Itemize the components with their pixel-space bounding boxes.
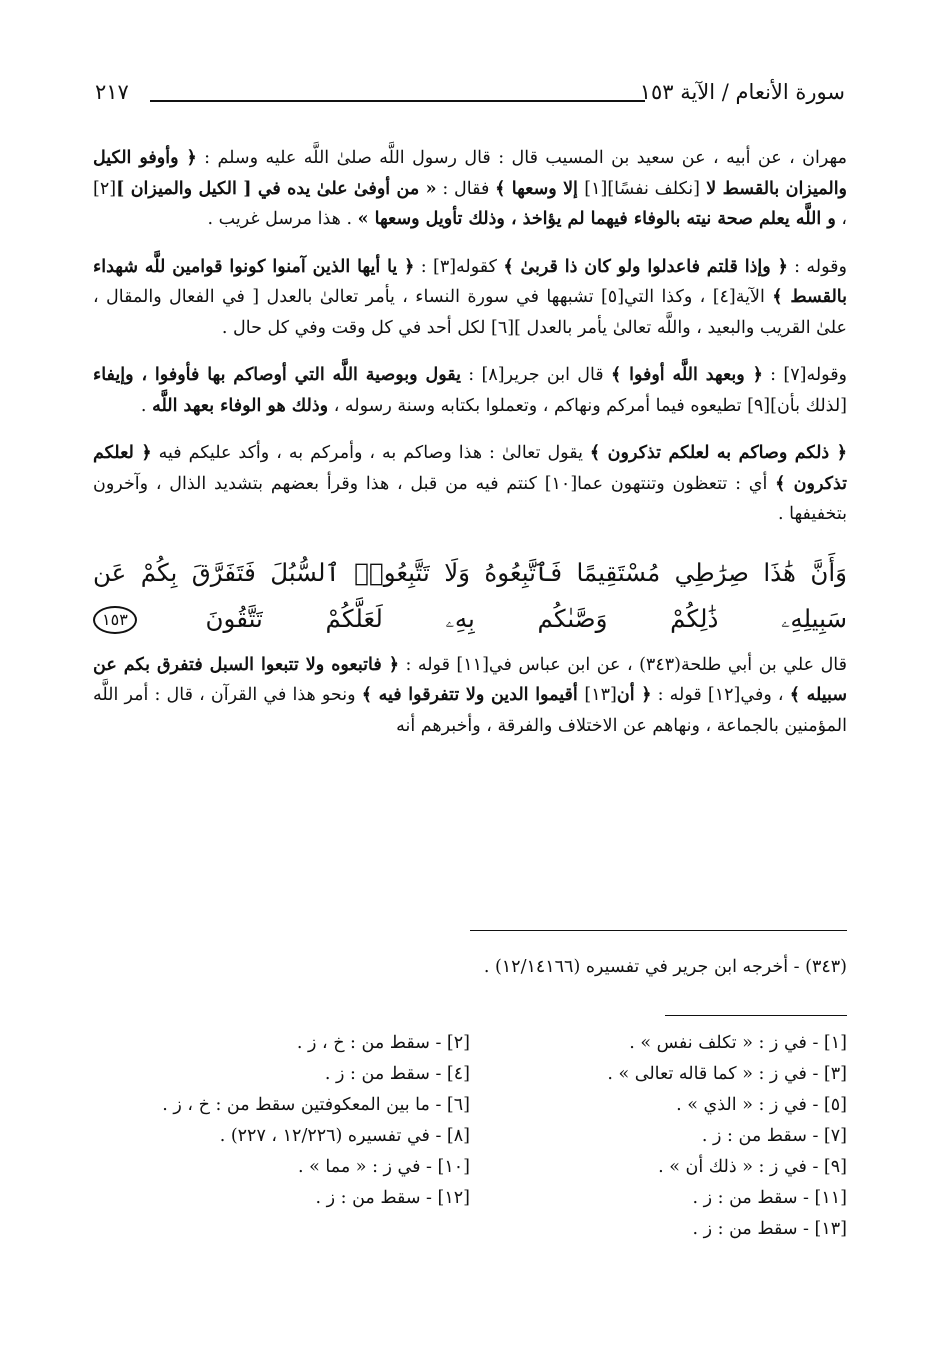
footnote-item: [١٠] - في ز : « مما » .: [298, 1157, 470, 1177]
text-run: [١٣]: [584, 685, 617, 705]
text-run: [١٢]: [707, 685, 741, 705]
bold-text-run: و اللَّه يعلم صحة نيته بالوفاء فيهما لم يؤاخذ ، وذلك تأويل وسعها »: [357, 209, 836, 229]
text-run: :: [460, 365, 482, 385]
text-run: وقوله :: [787, 256, 847, 277]
text-run: [٨]: [481, 365, 505, 385]
text-run: فقال :: [436, 178, 496, 199]
bold-text-run: ﴿ وأوفو الكيل والميزان بالقسط لا: [93, 148, 848, 199]
verse-number: ١٥٣: [93, 606, 137, 634]
text-run: يقول تعالىٰ : هذا وصاكم به ، وأمركم به ، وأكد عليكم فيه: [151, 443, 590, 463]
bold-text-run: إلا وسعها ﴾: [495, 178, 585, 199]
footnote-item: [٣] - في ز : « كما قاله تعالى » .: [607, 1064, 847, 1084]
text-run: [نكلف نفسًا]: [607, 178, 700, 199]
footnote-rule-short: [665, 1015, 847, 1016]
running-title: سورة الأنعام / الآية ١٥٣: [639, 80, 845, 104]
footnotes-left-column: [93, 1028, 470, 1245]
footnote-item: [١] - في ز : « تكلف نفس » .: [629, 1033, 847, 1053]
bold-text-run: ﴿ فاتبعوه ولا تتبعوا السبل فتفرق بكم عن سبيله ﴾: [93, 654, 848, 705]
paragraph-2: [93, 252, 847, 344]
paragraph-4: [93, 438, 847, 530]
text-run: كنتم فيه من قبل ، هذا وقرأ بعضهم بتشديد الذال ، وآخرون بتخفيفها .: [93, 473, 847, 524]
footnote-item: [٨] - في تفسيره (١٢/٢٢٦ ، ٢٢٧) .: [219, 1126, 470, 1146]
footnote-item: [٤] - سقط من : ز .: [324, 1064, 470, 1084]
text-run: تشبهها في سورة النساء ، يأمر تعالىٰ بالعدل [ في الفعال والمقال ، علىٰ القريب والبعيد ، واللَّه تعالىٰ يأمر بالعدل ]: [93, 287, 847, 338]
text-run: قوله :: [398, 654, 457, 675]
text-run: :: [414, 256, 433, 277]
text-run: [لذلك بأن]: [770, 395, 847, 416]
footnote-item: [١٢] - سقط من : ز .: [315, 1188, 470, 1208]
bold-text-run: ﴿ وبعهد اللَّه أوفوا ﴾: [610, 365, 763, 385]
bold-text-run: ﴿ وإذا قلتم فاعدلوا ولو كان ذا قربىٰ ﴾: [503, 256, 788, 277]
bold-text-run: « من أوفىٰ علىٰ يده في [ الكيل والميزان ]: [116, 178, 437, 199]
footnote-item: [٥] - في ز : « الذي » .: [676, 1095, 847, 1115]
header-rule: [150, 100, 645, 102]
verse-line-2: [93, 596, 847, 642]
text-run: ، عن ابن عباس في: [488, 654, 640, 675]
bold-text-run: ﴿ أن: [616, 685, 652, 705]
text-run: أي : تتعظون وتنتهون عما: [577, 473, 776, 494]
text-run: [٥]: [600, 287, 625, 307]
text-run: [٧]: [783, 365, 807, 385]
verse-line-2-text: سَبِيلِهِۦ ذَٰلِكُمْ وَصَّىٰكُم بِهِۦ لَعَلَّكُمْ تَتَّقُونَ: [205, 603, 847, 633]
text-run: [١١]: [456, 654, 489, 675]
footnotes: [93, 1028, 847, 1245]
text-run: ، وفي: [740, 685, 790, 705]
text-run: .: [140, 395, 153, 416]
bold-text-run: أقيموا الدين ولا تتفرقوا فيه ﴾: [361, 685, 585, 705]
footnote-rule: [470, 930, 847, 931]
footnote-343: (٣٤٣) - أخرجه ابن جرير في تفسيره (١٢/١٤١٦٦) .: [483, 957, 847, 977]
text-run: مهران ، عن أبيه ، عن سعيد بن المسيب قال : قال رسول اللَّه صلىٰ اللَّه عليه وسلم :: [196, 148, 847, 168]
text-run: لكل أحد في كل وقت وفي كل حال .: [221, 317, 492, 338]
text-run: . هذا مرسل غريب .: [207, 209, 358, 229]
text-run: ، وكذا التي: [624, 287, 713, 307]
footnote-item: [٦] - ما بين المعكوفتين سقط من : خ ، ز .: [162, 1095, 470, 1115]
bold-text-run: ﴿ يا أيها الذين آمنوا كونوا قوامين للَّه شهداء بالقسط ﴾: [93, 256, 847, 307]
text-run: [٣]: [432, 256, 457, 277]
text-run: الآية: [735, 287, 773, 307]
quran-verse: [93, 550, 847, 642]
paragraph-5: [93, 650, 847, 742]
bold-text-run: ﴿ ذلكم وصاكم به لعلكم تذكرون ﴾: [589, 443, 847, 463]
footnote-item: [٧] - سقط من : ز .: [701, 1126, 847, 1146]
bold-text-run: وذلك هو الوفاء بعهد اللَّه: [152, 395, 329, 416]
bold-text-run: يقول وبوصية اللَّه التي أوصاكم بها فأوفوا ، وإيفاء: [93, 365, 461, 385]
text-run: قوله :: [651, 685, 708, 705]
footnote-item: [١١] - سقط من : ز .: [692, 1188, 847, 1208]
text-run: ونحو هذا في القرآن ، قال : أمر اللَّه المؤمنين بالجماعة ، ونهاهم عن الاختلاف والفرقة ، وأخبرهم أنه: [93, 685, 847, 736]
text-run: [١٠]: [544, 473, 578, 494]
bold-text-run: ﴿ لعلكم تذكرون ﴾: [93, 443, 848, 494]
text-run: [٦]: [491, 317, 515, 338]
text-run: [٤]: [712, 287, 736, 307]
paragraph-1: [93, 143, 847, 235]
text-run: [٩]: [747, 395, 771, 416]
text-run: ،: [835, 209, 847, 229]
text-run: تطيعوه فيما أمركم ونهاكم ، وتعملوا بكتابه وسنة رسوله ،: [328, 395, 748, 416]
text-run: وقوله: [806, 365, 848, 385]
footnote-item: [٩] - في ز : « ذلك أن » .: [658, 1157, 847, 1177]
text-run: :: [762, 365, 784, 385]
main-text: [93, 143, 847, 741]
footnote-item: [٢] - سقط من : خ ، ز .: [296, 1033, 470, 1053]
text-run: (٣٤٣): [639, 654, 681, 675]
page-header: [95, 80, 845, 120]
page-number: ٢١٧: [95, 80, 129, 104]
text-run: [٢]: [93, 178, 117, 199]
text-run: [١]: [584, 178, 608, 199]
text-run: قال ابن جرير: [504, 365, 611, 385]
paragraph-3: [93, 360, 847, 421]
text-run: قال علي بن أبي طلحة: [680, 654, 847, 675]
text-run: كقوله: [456, 256, 504, 277]
footnote-item: [١٣] - سقط من : ز .: [692, 1219, 847, 1239]
verse-line-1: وَأَنَّ هَٰذَا صِرَٰطِي مُسْتَقِيمًا فَٱتَّبِعُوهُ وَلَا تَتَّبِعُوا۟ ٱلسُّبُلَ فَتَفَرَّقَ بِكُمْ عَن: [93, 557, 847, 587]
footnotes-right-column: [470, 1028, 847, 1245]
